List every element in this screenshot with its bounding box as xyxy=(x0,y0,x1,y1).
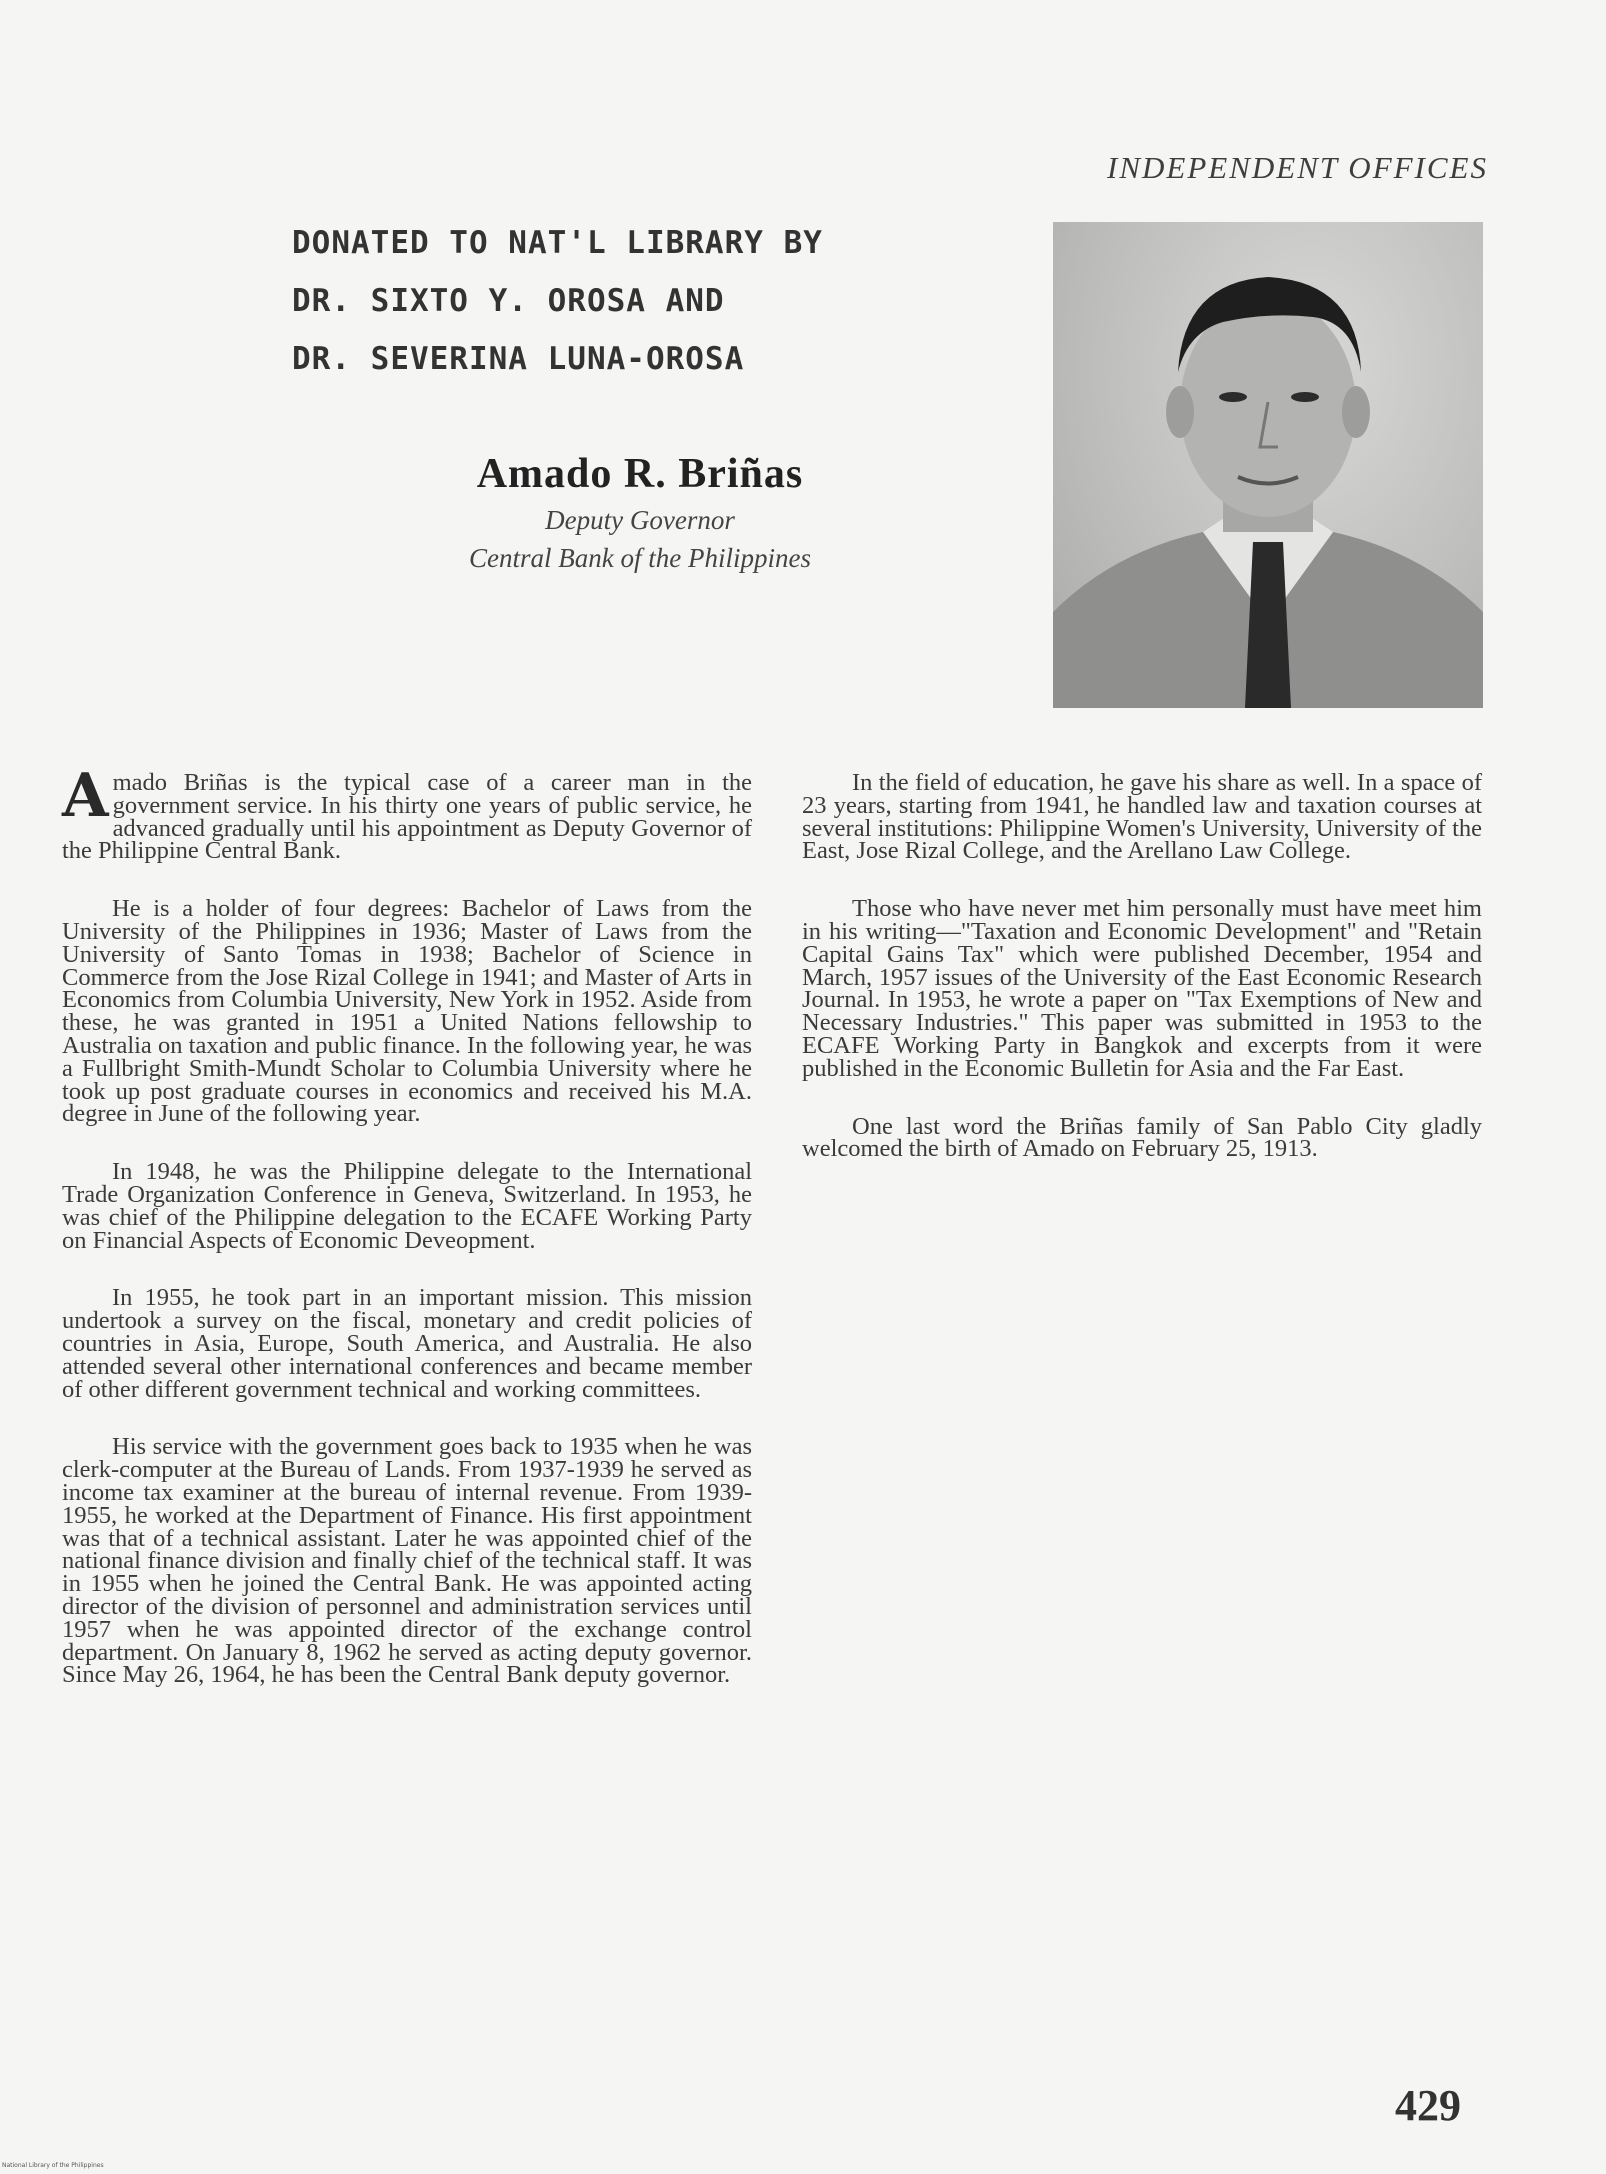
donation-stamp xyxy=(292,214,823,388)
paragraph-3: In 1948, he was the Philippine delegate to the International Trade Organization Conference in Geneva, Switzerland. In 1953, he was chief of the Philippine delegation to the ECAFE Working Party on Financial Aspects of Economic Deveopment. xyxy=(62,1158,752,1254)
section-header: INDEPENDENT OFFICES xyxy=(1107,150,1488,185)
paragraph-1-text: mado Briñas is the typical case of a career man in the government service. In his thirty one years of public service, he advanced gradually until his appointment as Deputy Governor of the Philippine Central Bank. xyxy=(62,769,752,865)
paragraph-1 xyxy=(62,761,752,865)
stamp-line-2: DR. SIXTO Y. OROSA AND xyxy=(292,283,725,319)
footer-text: National Library of the Philippines xyxy=(2,2162,104,2169)
paragraph-4: In 1955, he took part in an important mission. This mission undertook a survey on the fiscal, monetary and credit policies of countries in Asia, Europe, South America, and Australia. He also attended several other international conferences and became member of other different government technical and working committees. xyxy=(62,1284,752,1403)
person-name: Amado R. Briñas xyxy=(476,451,804,497)
page-number: 429 xyxy=(1395,2081,1461,2130)
portrait-photo xyxy=(1053,222,1483,708)
person-organization: Central Bank of the Philippines xyxy=(469,543,811,573)
paragraph-7: Those who have never met him personally must have meet him in his writing—"Taxation and Economic Development" and "Retain Capital Gains Tax" which were published December, 1954 and March, 1957 issues of the University of the East Economic Research Journal. In 1953, he wrote a paper on "Tax Exemptions of New and Necessary Industries." This paper was submitted in 1953 to the ECAFE Working Party in Bangkok and excerpts from it were published in the Economic Bulletin for Asia and the Far East. xyxy=(802,895,1482,1082)
person-heading xyxy=(380,450,900,574)
paragraph-5: His service with the government goes back to 1935 when he was clerk-computer at the Bureau of Lands. From 1937-1939 he served as income tax examiner at the bureau of internal revenue. From 1939-1955, he worked at the Department of Finance. His first appointment was that of a technical assistant. Later he was appointed chief of the national finance division and finally chief of the technical staff. It was in 1955 when he joined the Central Bank. He was appointed acting director of the division of personnel and administration services until 1957 when he was appointed director of the exchange control department. On January 8, 1962 he served as acting deputy governor. Since May 26, 1964, he has been the Central Bank deputy governor. xyxy=(62,1433,752,1689)
paragraph-6: In the field of education, he gave his share as well. In a space of 23 years, starting from 1941, he handled law and taxation courses at several institutions: Philippine Women's University, University of the East, Jose Rizal College, and the Arellano Law College. xyxy=(802,769,1482,865)
paragraph-8: One last word the Briñas family of San Pablo City gladly welcomed the birth of Amado on February 25, 1913. xyxy=(802,1112,1482,1163)
drop-cap: A xyxy=(62,761,109,831)
person-title: Deputy Governor xyxy=(545,505,735,535)
right-column xyxy=(802,769,1482,1196)
paragraph-2: He is a holder of four degrees: Bachelor of Laws from the University of the Philippines in 1936; Master of Laws from the University of Santo Tomas in 1938; Bachelor of Science in Commerce from the Jose Rizal College in 1941; and Master of Arts in Economics from Columbia University, New York in 1952. Aside from these, he was granted in 1951 a United Nations fellowship to Australia on taxation and public finance. In the following year, he was a Fullbright Smith-Mundt Scholar to Columbia University where he took up post graduate courses in economics and received his M.A. degree in June of the following year. xyxy=(62,895,752,1128)
stamp-line-3: DR. SEVERINA LUNA-OROSA xyxy=(292,341,745,377)
stamp-line-1: DONATED TO NAT'L LIBRARY BY xyxy=(292,225,823,261)
left-column xyxy=(62,761,752,1722)
portrait-illustration xyxy=(1053,222,1483,708)
